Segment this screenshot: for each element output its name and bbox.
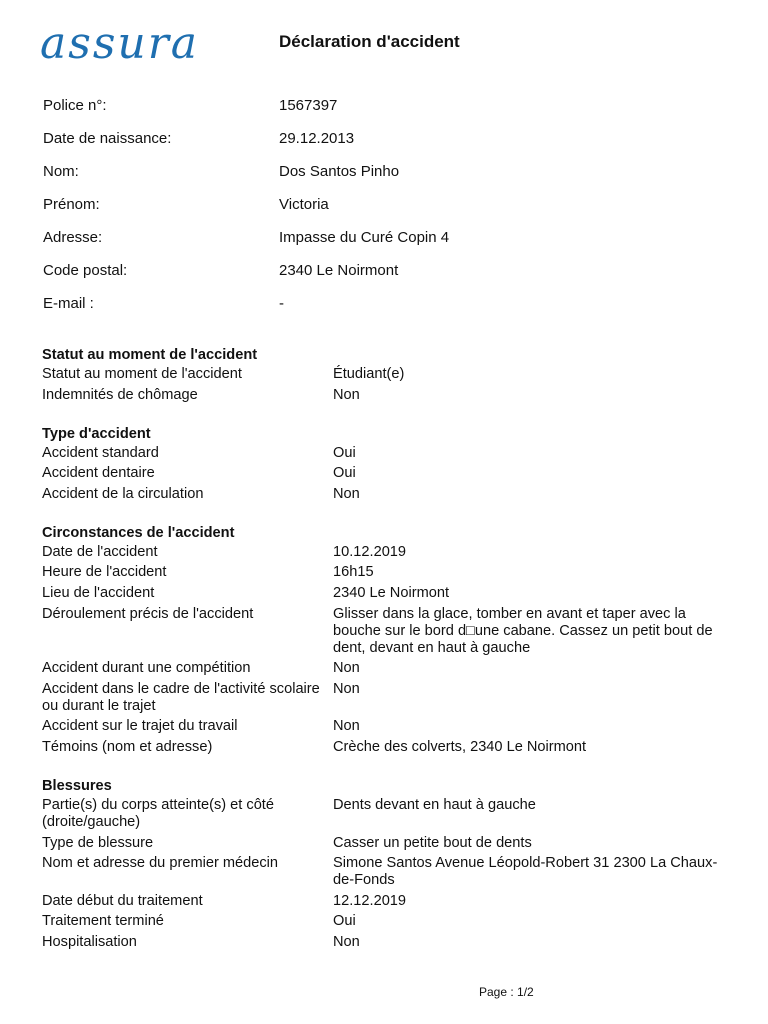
field-value: Oui (333, 913, 356, 930)
field-value: 2340 Le Noirmont (333, 584, 450, 601)
field-value: Oui (333, 465, 356, 482)
field-row (42, 934, 732, 951)
field-value: Non (333, 660, 360, 677)
field-label: Lieu de l'accident (42, 584, 155, 601)
section-status (42, 346, 732, 404)
field-label: Date de l'accident (42, 543, 158, 560)
field-row (42, 465, 732, 482)
field-label: Hospitalisation (42, 933, 137, 950)
field-value: Casser un petite bout de dents (333, 834, 532, 851)
field-value: 12.12.2019 (333, 892, 407, 909)
field-row (42, 855, 732, 889)
section-title: Blessures (42, 777, 112, 794)
info-label: Date de naissance: (43, 130, 172, 147)
field-value: 16h15 (333, 564, 374, 581)
field-row (42, 797, 732, 831)
field-row (42, 445, 732, 462)
field-value: Non (333, 933, 360, 950)
info-row-name (43, 162, 449, 195)
field-label: Déroulement précis de l'accident (42, 605, 254, 622)
field-value: 10.12.2019 (333, 543, 407, 560)
section-title: Statut au moment de l'accident (42, 347, 258, 363)
field-row (42, 681, 732, 715)
field-label: Traitement terminé (42, 913, 164, 930)
field-label: Nom et adresse du premier médecin (42, 855, 279, 872)
field-row (42, 718, 732, 735)
info-label: Police n°: (43, 97, 107, 114)
info-value: 1567397 (279, 97, 338, 114)
field-row (42, 366, 732, 383)
field-label: Type de blessure (42, 834, 154, 851)
field-row (42, 387, 732, 404)
field-label: Heure de l'accident (42, 564, 167, 581)
field-row (42, 660, 732, 677)
field-row (42, 913, 732, 930)
info-value: Impasse du Curé Copin 4 (279, 229, 450, 246)
field-label: Accident standard (42, 444, 159, 461)
personal-info (43, 96, 449, 327)
field-label: Date début du traitement (42, 892, 203, 909)
field-label: Accident dentaire (42, 465, 155, 482)
section-injuries (42, 777, 732, 951)
info-value: - (279, 295, 284, 312)
field-row (42, 544, 732, 561)
field-label: Témoins (nom et adresse) (42, 738, 213, 755)
info-label: Adresse: (43, 229, 103, 246)
info-value: Victoria (279, 196, 329, 213)
field-label: Partie(s) du corps atteinte(s) et côté (droite/gauche) (42, 796, 274, 830)
field-label: Indemnités de chômage (42, 386, 198, 403)
field-row (42, 585, 732, 602)
info-value: 29.12.2013 (279, 130, 355, 147)
info-row-firstname (43, 195, 449, 228)
field-value: Non (333, 680, 360, 697)
info-label: Code postal: (43, 262, 128, 279)
field-row (42, 893, 732, 910)
field-label: Statut au moment de l'accident (42, 366, 242, 382)
field-label: Accident sur le trajet du travail (42, 718, 238, 735)
info-label: E-mail : (43, 295, 94, 312)
info-row-email (43, 294, 449, 327)
field-value: Crèche des colverts, 2340 Le Noirmont (333, 738, 587, 755)
field-value: Oui (333, 444, 356, 461)
field-value: Non (333, 386, 360, 403)
field-row (42, 739, 732, 756)
info-row-birthdate (43, 129, 449, 162)
field-label: Accident de la circulation (42, 485, 204, 502)
section-accident-type (42, 425, 732, 503)
info-value: Dos Santos Pinho (279, 163, 400, 180)
field-value: Dents devant en haut à gauche (333, 796, 536, 813)
info-row-address (43, 228, 449, 261)
document-title: Déclaration d'accident (279, 32, 460, 51)
info-value: 2340 Le Noirmont (279, 262, 399, 279)
field-value: Glisser dans la glace, tomber en avant et taper avec la bouche sur le bord d□une cabane. Cassez un petit bout de dent, devant en haut à gauche (333, 605, 713, 656)
field-row (42, 564, 732, 581)
section-circumstances (42, 524, 732, 756)
declaration-sections (42, 346, 732, 972)
field-row (42, 606, 732, 657)
field-label: Accident dans le cadre de l'activité scolaire ou durant le trajet (42, 680, 320, 714)
page-number: Page : 1/2 (479, 985, 534, 999)
section-title: Circonstances de l'accident (42, 524, 235, 541)
field-value: Non (333, 718, 360, 735)
info-row-police (43, 96, 449, 129)
field-label: Accident durant une compétition (42, 660, 251, 677)
field-value: Simone Santos Avenue Léopold-Robert 31 2300 La Chaux-de-Fonds (333, 855, 718, 889)
info-label: Nom: (43, 163, 79, 180)
field-value: Étudiant(e) (333, 366, 405, 382)
info-row-postal-code (43, 261, 449, 294)
field-value: Non (333, 485, 360, 502)
field-row (42, 486, 732, 503)
section-title: Type d'accident (42, 425, 151, 442)
assura-logo: assura (40, 18, 199, 69)
info-label: Prénom: (43, 196, 100, 213)
field-row (42, 835, 732, 852)
